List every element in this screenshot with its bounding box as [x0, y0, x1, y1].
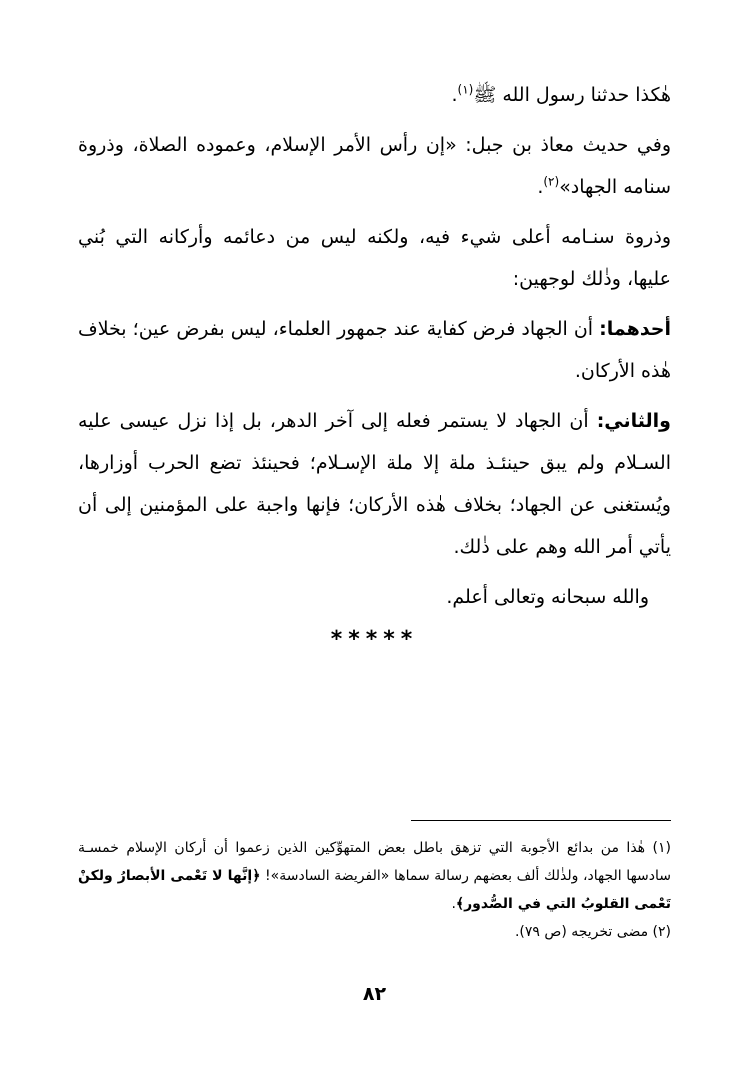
footnote-1-end: . [451, 896, 456, 912]
footnote-ref-1[interactable]: (١) [457, 82, 474, 97]
closing-text: والله سبحانه وتعالى أعلم. [446, 586, 649, 608]
paragraph-2 [78, 124, 671, 208]
footnote-1 [78, 834, 671, 918]
paragraph-4 [78, 308, 671, 392]
paragraph-4-lead: أحدهما: [599, 318, 671, 340]
paragraph-3 [78, 216, 671, 300]
footnote-1-text: (١) هٰذا من بدائع الأجوبة التي تزهق باطل بعض المتهوِّكين الذين زعموا أن أركان الإسلام خمسـة سادسها الجهاد، ولذٰلك ألف بعضهم رسالة سماها «الفريضة السادسة»! [78, 840, 671, 884]
paragraph-4-text: أن الجهاد فرض كفاية عند جمهور العلماء، ليس بفرض عين؛ بخلاف هٰذه الأركان. [78, 318, 671, 382]
paragraph-5-text: أن الجهاد لا يستمر فعله إلى آخر الدهر، بل إذا نزل عيسى عليه السـلام ولم يبق حينئـذ ملة إلا ملة الإسـلام؛ فحينئذ تضع الحرب أوزارها، ويُستغنى عن الجهاد؛ بخلاف هٰذه الأركان؛ فإنها واجبة على المؤمنين إلى أن يأتي أمر الله وهم على ذٰلك. [78, 410, 671, 558]
paragraph-1-end: . [451, 84, 458, 106]
paragraph-1-text: هٰكذا حدثنا رسول الله ﷺ [473, 84, 671, 106]
section-separator: ***** [330, 627, 419, 652]
paragraph-5 [78, 400, 671, 568]
paragraph-2-end: . [537, 176, 544, 198]
footnote-divider [411, 820, 671, 821]
paragraph-3-text: وذروة سنـامه أعلى شيء فيه، ولكنه ليس من دعائمه وأركانه التي بُني عليها، وذٰلك لوجهين: [78, 226, 671, 290]
footnote-2-text: (٢) مضى تخريجه (ص ٧٩). [514, 924, 671, 940]
paragraph-2-text: وفي حديث معاذ بن جبل: «إن رأس الأمر الإسلام، وعموده الصلاة، وذروة سنامه الجهاد» [78, 134, 671, 198]
main-text [78, 74, 671, 626]
paragraph-1 [78, 74, 671, 116]
paragraph-5-lead: والثاني: [596, 410, 671, 432]
footnote-2 [78, 918, 671, 946]
page-number: ٨٢ [362, 983, 387, 1005]
footnote-ref-2[interactable]: (٢) [543, 174, 560, 189]
footnote-1-quran-verse: ﴿إنَّها لا تَعْمى الأبصارُ ولكنْ تَعْمى القلوبُ التي في الصُّدور﴾ [78, 868, 671, 912]
closing-line [78, 576, 649, 618]
footnotes [78, 834, 671, 946]
